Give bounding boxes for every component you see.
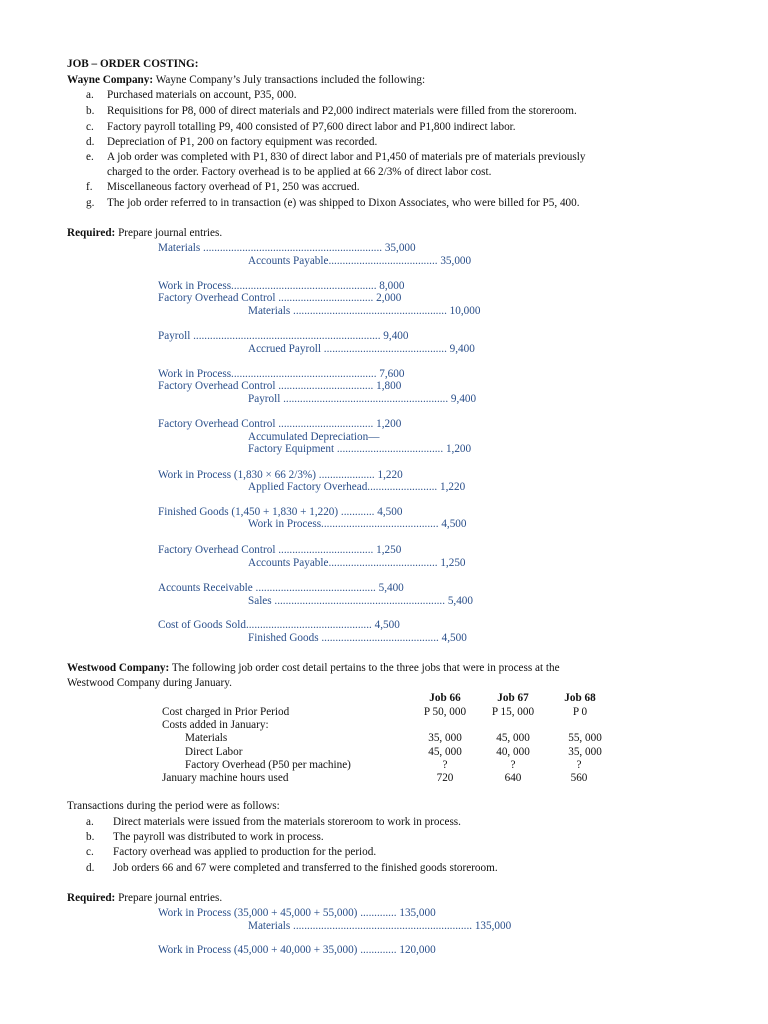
list-item: Miscellaneous factory overhead of P1, 250 was accrued.: [107, 181, 360, 193]
list-item-letter: d.: [86, 136, 95, 148]
required-label: Required:: [67, 227, 116, 239]
list-item-letter: g.: [86, 197, 95, 209]
list-item-letter: b.: [86, 105, 95, 117]
table-cell: 55, 000: [568, 732, 602, 744]
list-item-letter: e.: [86, 151, 94, 163]
list-item: The payroll was distributed to work in process.: [113, 831, 324, 843]
list-item: Factory overhead was applied to production for the period.: [113, 846, 377, 858]
required-line: [67, 891, 222, 905]
journal-debit: Work in Process.................................................... 7,600: [158, 368, 405, 380]
westwood-intro: [67, 661, 560, 675]
table-row-label: January machine hours used: [162, 772, 289, 784]
journal-credit: Factory Equipment ...................................... 1,200: [248, 443, 472, 455]
list-item-letter: c.: [86, 121, 94, 133]
list-item-letter: a.: [86, 816, 94, 828]
journal-debit: Factory Overhead Control .................................. 1,800: [158, 380, 402, 392]
journal-debit: Payroll ................................................................... 9,400: [158, 330, 409, 342]
table-cell: 40, 000: [496, 746, 530, 758]
table-cell: 560: [570, 772, 588, 784]
list-item-letter: b.: [86, 831, 95, 843]
journal-debit: Work in Process (45,000 + 40,000 + 35,000) ............. 120,000: [158, 944, 436, 956]
table-header: Job 66: [429, 692, 461, 704]
list-item-letter: f.: [86, 181, 93, 193]
journal-debit: Work in Process.................................................... 8,000: [158, 280, 405, 292]
journal-debit: Factory Overhead Control .................................. 1,250: [158, 544, 402, 556]
transactions-intro: Transactions during the period were as follows:: [67, 800, 280, 812]
table-cell: ?: [576, 759, 582, 771]
table-header: Job 68: [564, 692, 596, 704]
journal-credit: Finished Goods .......................................... 4,500: [248, 632, 467, 644]
table-cell: 45, 000: [496, 732, 530, 744]
list-item-letter: d.: [86, 862, 95, 874]
journal-credit: Accounts Payable....................................... 1,250: [248, 557, 466, 569]
table-cell: 45, 000: [428, 746, 462, 758]
list-item: Purchased materials on account, P35, 000.: [107, 89, 297, 101]
list-item: The job order referred to in transaction (e) was shipped to Dixon Associates, who were billed for P5, 400.: [107, 197, 580, 209]
required-text: Prepare journal entries.: [115, 227, 223, 239]
required-text: Prepare journal entries.: [115, 892, 223, 904]
journal-debit: Cost of Goods Sold............................................. 4,500: [158, 619, 400, 631]
journal-credit: Payroll ........................................................... 9,400: [248, 393, 477, 405]
journal-credit: Materials ................................................................ 135,000: [248, 920, 512, 932]
journal-credit: Accounts Payable....................................... 35,000: [248, 255, 472, 267]
wayne-label: Wayne Company:: [67, 74, 154, 86]
journal-debit: Finished Goods (1,450 + 1,830 + 1,220) ............ 4,500: [158, 506, 403, 518]
list-item: Direct materials were issued from the materials storeroom to work in process.: [113, 816, 461, 828]
list-item: Factory payroll totalling P9, 400 consisted of P7,600 direct labor and P1,800 indirect labor.: [107, 121, 516, 133]
table-header: Job 67: [497, 692, 529, 704]
journal-debit: Work in Process (35,000 + 45,000 + 55,000) ............. 135,000: [158, 907, 436, 919]
journal-credit: Materials ....................................................... 10,000: [248, 305, 481, 317]
list-item: A job order was completed with P1, 830 of direct labor and P1,450 of materials pre of materials previously: [107, 151, 586, 163]
table-cell: ?: [510, 759, 516, 771]
list-item: Depreciation of P1, 200 on factory equipment was recorded.: [107, 136, 378, 148]
journal-credit: Accumulated Depreciation—: [248, 431, 380, 443]
table-cell: P 15, 000: [491, 706, 535, 718]
journal-credit: Work in Process.......................................... 4,500: [248, 518, 467, 530]
table-cell: 35, 000: [568, 746, 602, 758]
journal-debit: Factory Overhead Control .................................. 2,000: [158, 292, 402, 304]
table-cell: 35, 000: [428, 732, 462, 744]
table-cell: P 0: [572, 706, 588, 718]
table-row-label: Cost charged in Prior Period: [162, 706, 290, 718]
table-cell: P 50, 000: [423, 706, 467, 718]
journal-debit: Factory Overhead Control .................................. 1,200: [158, 418, 402, 430]
table-row-label: Direct Labor: [185, 746, 243, 758]
table-row-label: Materials: [185, 732, 228, 744]
journal-credit: Accrued Payroll ............................................ 9,400: [248, 343, 475, 355]
table-cell: 720: [436, 772, 454, 784]
journal-credit: Sales ............................................................. 5,400: [248, 595, 473, 607]
table-row-label: Factory Overhead (P50 per machine): [185, 759, 351, 771]
required-label: Required:: [67, 892, 116, 904]
wayne-intro: [67, 73, 425, 87]
list-item-letter: a.: [86, 89, 94, 101]
list-item-continuation: charged to the order. Factory overhead is to be applied at 66 2/3% of direct labor cost.: [107, 166, 492, 178]
wayne-intro-text: Wayne Company’s July transactions included the following:: [153, 74, 426, 86]
westwood-intro-text: The following job order cost detail pertains to the three jobs that were in process at the: [169, 662, 560, 674]
westwood-label: Westwood Company:: [67, 662, 170, 674]
journal-debit: Materials ................................................................ 35,000: [158, 242, 416, 254]
page-title: JOB – ORDER COSTING:: [67, 58, 199, 70]
table-cell: 640: [504, 772, 522, 784]
journal-debit: Accounts Receivable ........................................... 5,400: [158, 582, 404, 594]
westwood-intro-cont: Westwood Company during January.: [67, 677, 232, 689]
list-item-letter: c.: [86, 846, 94, 858]
list-item: Requisitions for P8, 000 of direct materials and P2,000 indirect materials were filled from the storeroom.: [107, 105, 577, 117]
journal-debit: Work in Process (1,830 × 66 2/3%) .................... 1,220: [158, 469, 403, 481]
list-item: Job orders 66 and 67 were completed and transferred to the finished goods storeroom.: [113, 862, 498, 874]
table-cell: ?: [442, 759, 448, 771]
required-line: [67, 226, 222, 240]
table-row-label: Costs added in January:: [162, 719, 269, 731]
journal-credit: Applied Factory Overhead......................... 1,220: [248, 481, 466, 493]
